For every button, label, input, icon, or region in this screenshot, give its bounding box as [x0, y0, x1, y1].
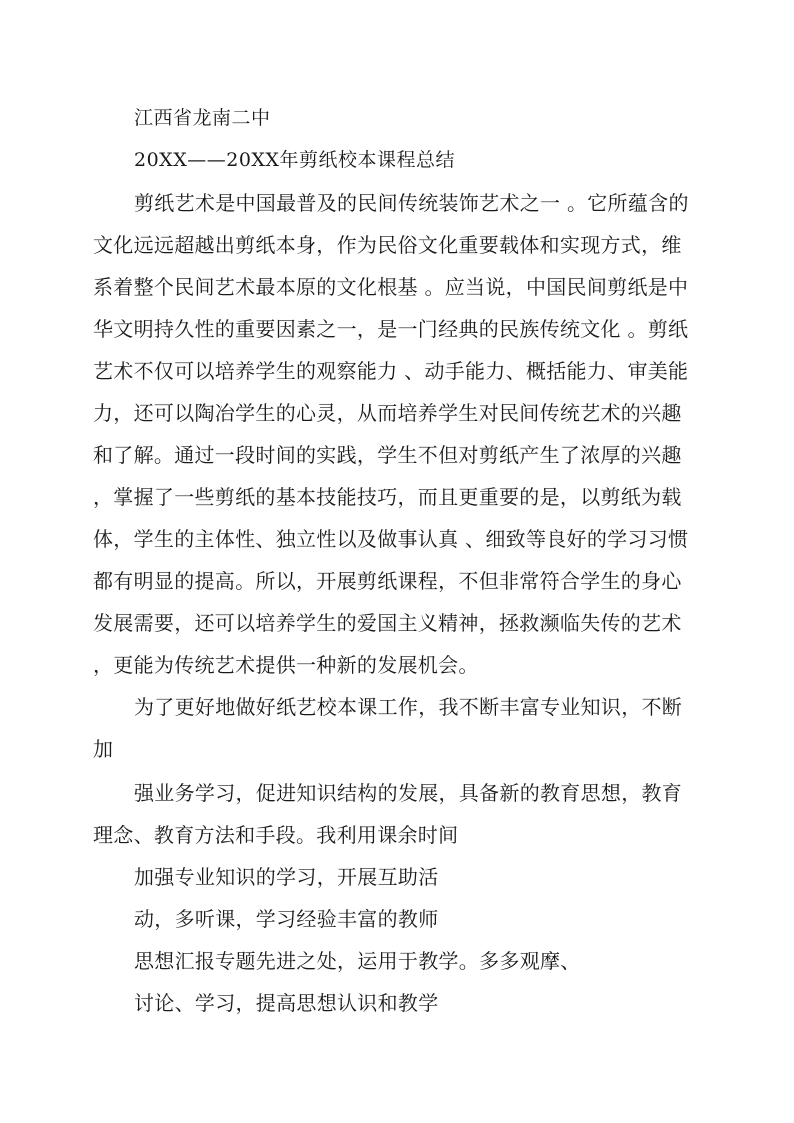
paragraph-1-line: 华文明持久性的重要因素之一，是一门经典的民族传统文化 。剪纸 [93, 317, 689, 341]
paragraph-1-line: 和了解。通过一段时间的实践，学生不但对剪纸产生了浓厚的兴趣 [93, 443, 682, 467]
paragraph-3-line: 强业务学习，促进知识结构的发展，具备新的教育思想，教育 [134, 781, 683, 805]
paragraph-1-line: 系着整个民间艺术最本原的文化根基 。应当说，中国民间剪纸是中 [93, 275, 689, 299]
document-title: 20XX——20XX年剪纸校本课程总结 [134, 149, 455, 171]
paragraph-1-line: 体，学生的主体性、独立性以及做事认真 、细致等良好的学习习惯 [93, 527, 689, 551]
school-name: 江西省龙南二中 [134, 107, 271, 129]
fragment-line: 动，多听课，学习经验丰富的教师 [134, 907, 439, 931]
paragraph-1-line: 发展需要，还可以培养学生的爱国主义精神，拯救濒临失传的艺术 [93, 611, 682, 635]
paragraph-1-line: 艺术不仅可以培养学生的观察能力 、动手能力、概括能力、审美能 [93, 359, 689, 383]
fragment-line: 思想汇报专题先进之处，运用于教学。多多观摩、 [134, 949, 581, 973]
paragraph-2-line: 为了更好地做好纸艺校本课工作，我不断丰富专业知识，不断 [134, 695, 683, 719]
paragraph-1-line: 力，还可以陶冶学生的心灵，从而培养学生对民间传统艺术的兴趣 [93, 401, 682, 425]
fragment-line: 加强专业知识的学习，开展互助活 [134, 865, 439, 889]
paragraph-1-line: 都有明显的提高。所以，开展剪纸课程，不但非常符合学生的身心 [93, 569, 682, 593]
paragraph-1-line: ，更能为传统艺术提供一种新的发展机会。 [93, 653, 479, 677]
paragraph-3-line: 理念、教育方法和手段。我利用课余时间 [93, 823, 459, 847]
fragment-line: 讨论、学习，提高思想认识和教学 [134, 991, 439, 1015]
paragraph-1-line: 剪纸艺术是中国最普及的民间传统装饰艺术之一 。它所蕴含的 [134, 191, 689, 215]
paragraph-2-line: 加 [93, 737, 114, 761]
paragraph-1-line: 文化远远超越出剪纸本身，作为民俗文化重要载体和实现方式，维 [93, 233, 682, 257]
paragraph-1-line: ，掌握了一些剪纸的基本技能技巧，而且更重要的是，以剪纸为载 [93, 485, 682, 509]
